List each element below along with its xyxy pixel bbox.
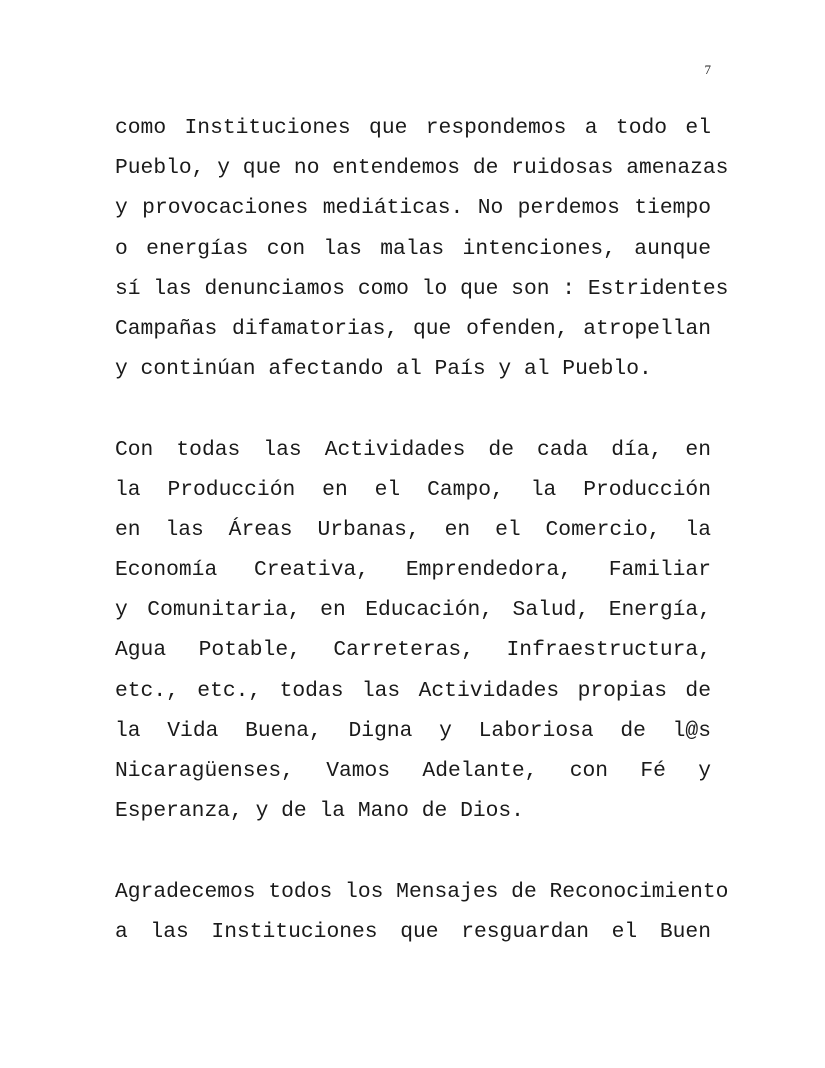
text-line: o energías con las malas intenciones, aunque: [115, 236, 711, 261]
text-line: Agua Potable, Carreteras, Infraestructura,: [115, 638, 711, 663]
text-line: la Producción en el Campo, la Producción: [115, 477, 711, 502]
text-line: y provocaciones mediáticas. No perdemos tiempo: [115, 196, 711, 221]
paragraph-2: [115, 430, 711, 832]
text-line: Agradecemos todos los Mensajes de Reconocimiento: [115, 879, 729, 904]
text-line: sí las denunciamos como lo que son : Estridentes: [115, 276, 729, 301]
paragraph-1: [115, 108, 729, 389]
text-line: Economía Creativa, Emprendedora, Familiar: [115, 558, 711, 583]
page-number: 7: [704, 62, 711, 77]
text-line: y Comunitaria, en Educación, Salud, Energía,: [115, 598, 711, 623]
text-line: la Vida Buena, Digna y Laboriosa de l@s: [115, 718, 711, 743]
text-line: Pueblo, y que no entendemos de ruidosas amenazas: [115, 156, 729, 181]
text-line: Esperanza, y de la Mano de Dios.: [115, 799, 524, 824]
text-line: Con todas las Actividades de cada día, en: [115, 437, 711, 462]
text-line: Nicaragüenses, Vamos Adelante, con Fé y: [115, 759, 711, 783]
text-line: como Instituciones que respondemos a todo el: [115, 116, 711, 140]
text-line: a las Instituciones que resguardan el Buen: [115, 919, 711, 944]
text-line: Campañas difamatorias, que ofenden, atropellan: [115, 316, 711, 341]
paragraph-3: [115, 872, 729, 952]
text-line: y continúan afectando al País y al Pueblo.: [115, 357, 652, 382]
body-text: [115, 108, 729, 992]
text-line: en las Áreas Urbanas, en el Comercio, la: [115, 517, 711, 542]
text-line: etc., etc., todas las Actividades propias de: [115, 678, 711, 703]
